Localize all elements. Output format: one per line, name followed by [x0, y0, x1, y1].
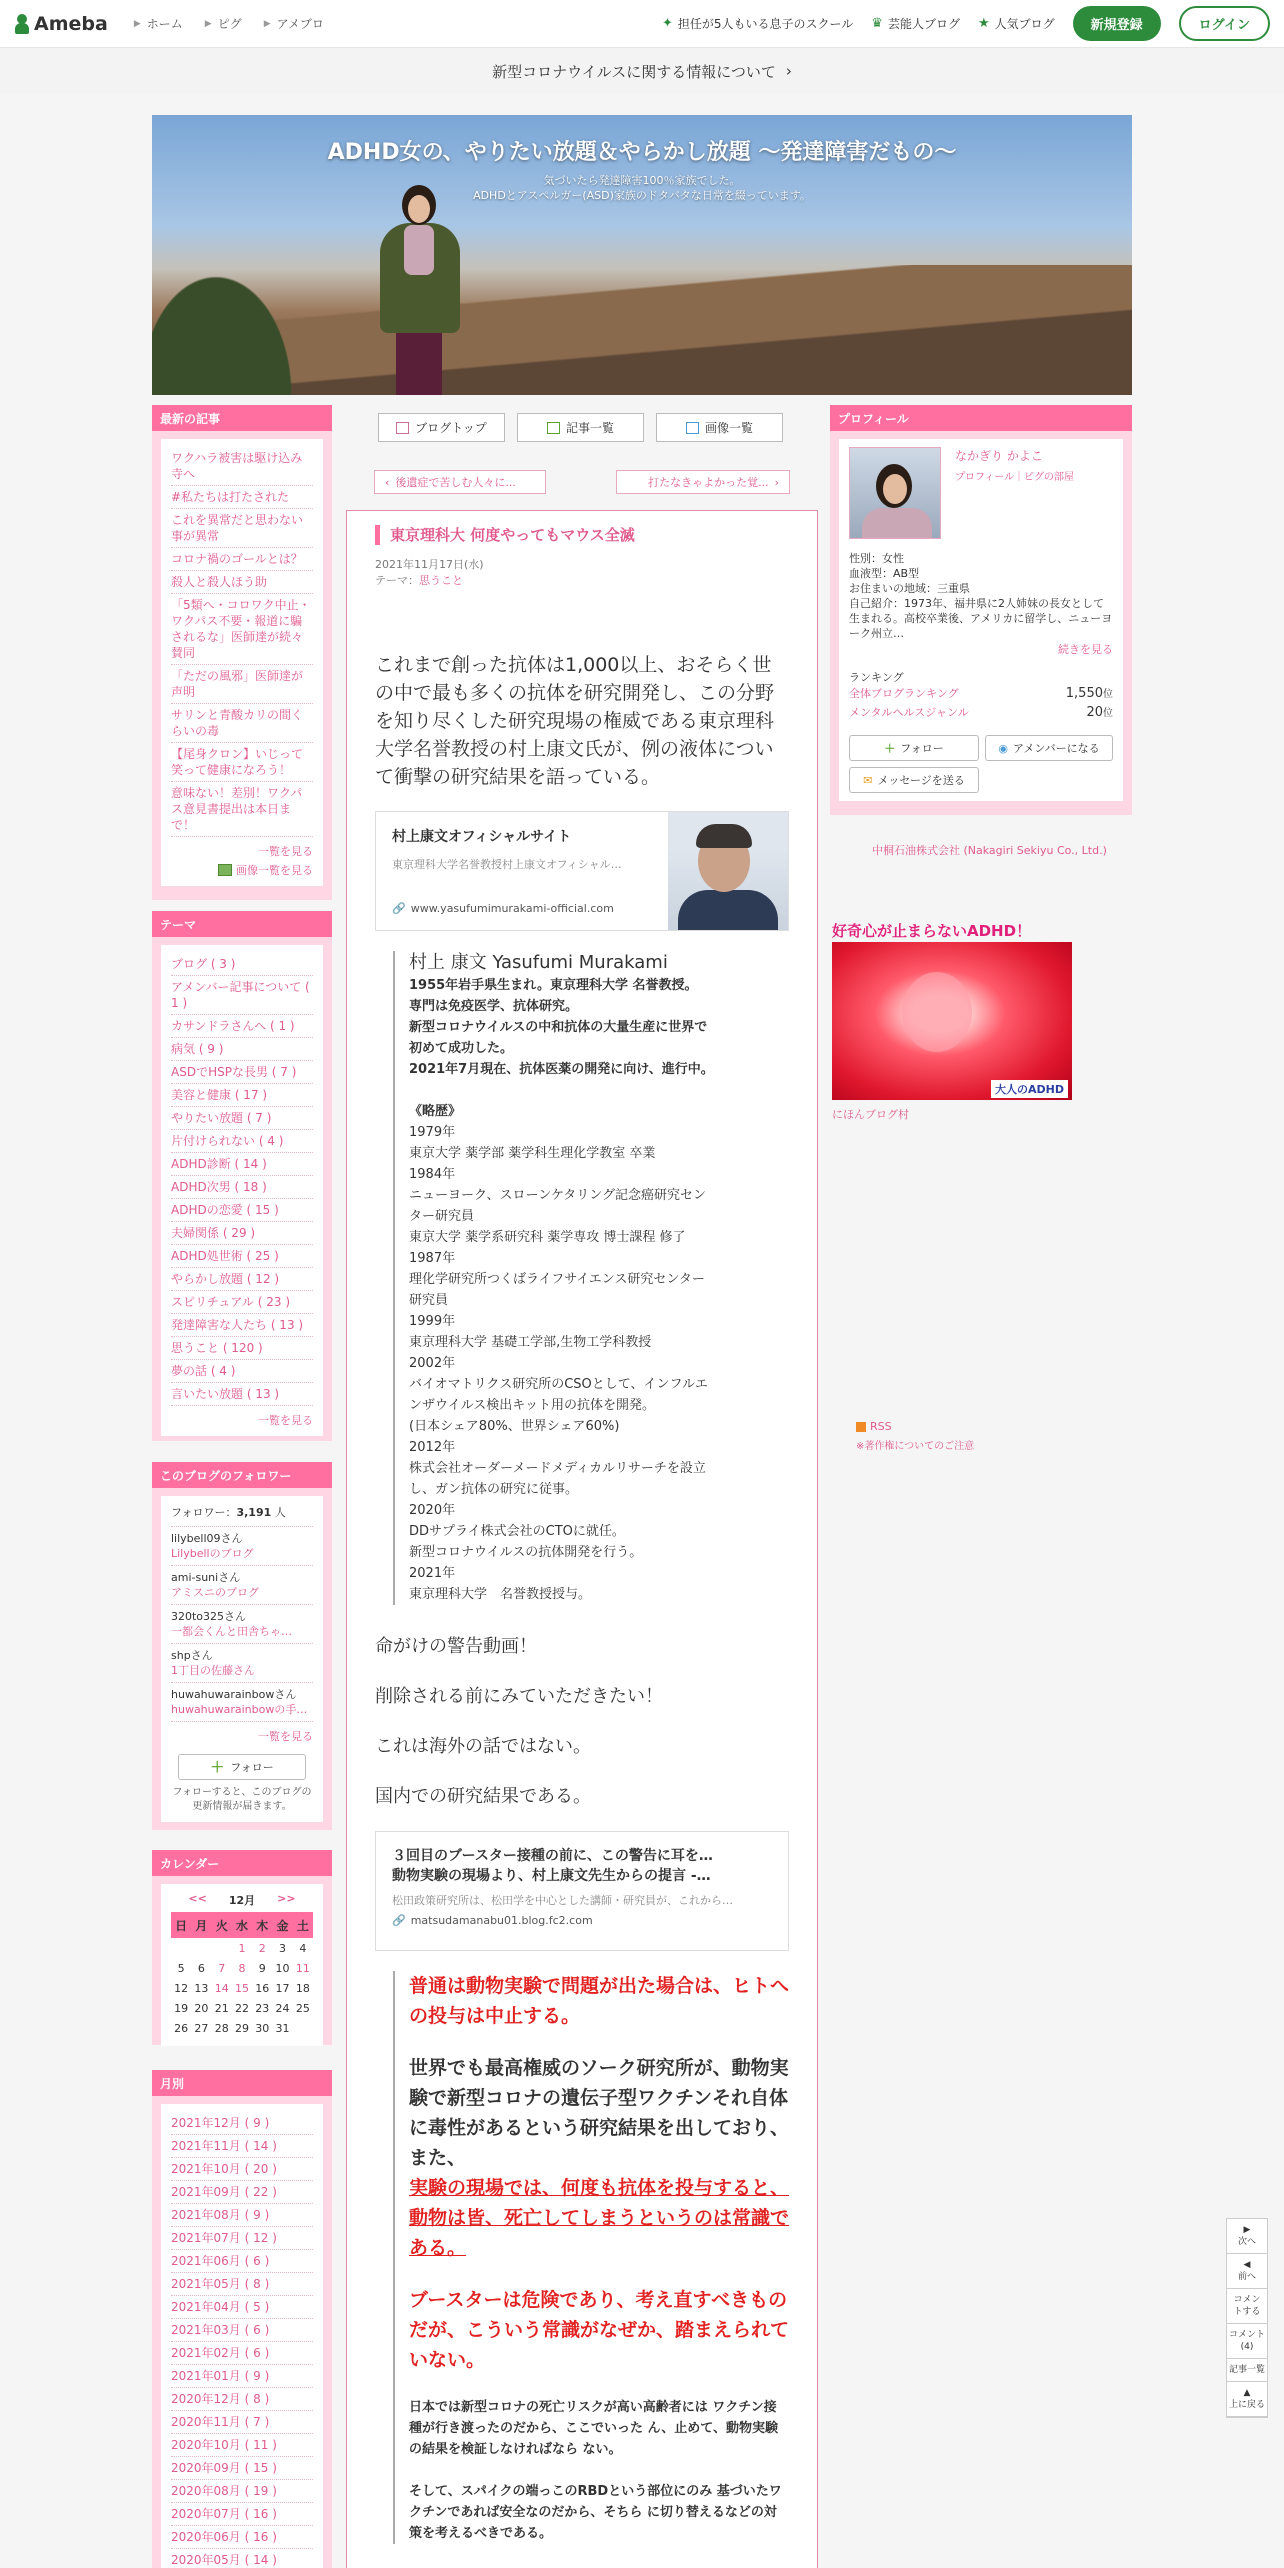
article-paragraph: 命がけの警告動画！: [375, 1636, 537, 1657]
crown-icon: ♛: [871, 16, 883, 31]
profile-name[interactable]: なかぎり かよこ: [955, 449, 1043, 463]
float-prev[interactable]: ◀ 前へ: [1227, 2254, 1267, 2289]
arrow-left-icon: ◀: [1243, 2260, 1251, 2270]
float-next[interactable]: ▶ 次へ: [1227, 2219, 1267, 2254]
chevron-left-icon: ‹: [385, 475, 390, 489]
quote-line: 専門は免疫医学、抗体研究。: [409, 999, 579, 1014]
calendar-weekday: 月: [195, 1918, 208, 1933]
monthly-archive-link[interactable]: 2021年08月 ( 9 ): [171, 2204, 313, 2227]
link-icon: 🔗: [392, 1914, 406, 1927]
login-button[interactable]: ログイン: [1179, 6, 1270, 41]
calendar-day: 29: [234, 2021, 249, 2035]
plus-icon: ＋: [884, 742, 896, 755]
follower-list: [171, 1527, 313, 1722]
copyright-link[interactable]: ※著作権についてのご注意: [856, 1441, 975, 1452]
follower-item[interactable]: shpさん 1丁目の佐藤さん: [171, 1644, 313, 1683]
calendar-day: 27: [194, 2021, 209, 2035]
ranking-list: [849, 685, 1113, 723]
monthly-archive-link[interactable]: 2021年07月 ( 12 ): [171, 2227, 313, 2250]
blog-title[interactable]: ADHD女の、やりたい放題＆やらかし放題 ～発達障害だもの～: [327, 140, 957, 165]
monthly-list: [171, 2112, 313, 2568]
camera-icon: [686, 422, 699, 434]
calendar-day: 23: [255, 2001, 270, 2015]
monthly-archive-link[interactable]: 2021年01月 ( 9 ): [171, 2365, 313, 2388]
box-title: テーマ: [152, 911, 332, 937]
quote-line: 2012年: [409, 1440, 456, 1455]
quote-line: 新型コロナウイルスの中和抗体の大量生産に世界で: [409, 1020, 708, 1035]
quote-line: 1979年: [409, 1125, 456, 1140]
calendar-day: 17: [275, 1981, 290, 1995]
calendar-day: 21: [214, 2001, 229, 2015]
article-meta: 2021年11月17日(水) テーマ：思うこと: [375, 557, 789, 589]
monthly-archive-link[interactable]: 2020年07月 ( 16 ): [171, 2503, 313, 2526]
calendar-day: 4: [299, 1941, 307, 1955]
blog-tabs: [378, 413, 783, 442]
latest-article-link[interactable]: 「ただの風邪」医師達が声明: [171, 665, 313, 704]
latest-articles-list: [171, 447, 313, 837]
profile-avatar[interactable]: [849, 447, 941, 539]
calendar-weekday: 水: [235, 1918, 248, 1933]
school-link[interactable]: ✦ 担任が5人もいる息子のスクール: [661, 16, 854, 31]
link-card-murakami[interactable]: 村上康文オフィシャルサイト 東京理科大学名誉教授村上康文オフィシャル… 🔗 www.yasufumimurakami-official.com: [375, 811, 789, 931]
monthly-archive-link[interactable]: 2021年11月 ( 14 ): [171, 2135, 313, 2158]
calendar-weekday: 火: [215, 1918, 228, 1933]
adhd-banner-image[interactable]: 大人のADHD: [832, 942, 1072, 1100]
theme-box: [152, 911, 332, 1441]
theme-link[interactable]: 夢の話 ( 4 ): [171, 1360, 313, 1383]
link-card-matsuda[interactable]: ３回目のブースター接種の前に、この警告に耳を… 動物実験の現場より、村上康文先生からの提言 -… 松田政策研究所は、松田学を中心とした講師・研究員が、これから… 🔗 matsudamanabu01.blog.fc2.com: [375, 1831, 789, 1951]
sponsor-link[interactable]: 中桐石油株式会社 (Nakagiri Sekiyu Co., Ltd.): [872, 844, 1107, 857]
popular-blog-link[interactable]: ★ 人気ブログ: [977, 16, 1055, 31]
chevron-right-icon: ▶: [204, 18, 212, 29]
calendar-day: [191, 1938, 211, 1958]
theme-link[interactable]: ADHDの恋愛 ( 15 ): [171, 1199, 313, 1222]
monthly-archive-link[interactable]: 2020年11月 ( 7 ): [171, 2411, 313, 2434]
follower-item[interactable]: ami-suniさん アミスニのブログ: [171, 1566, 313, 1605]
calendar-day[interactable]: 7: [218, 1961, 226, 1975]
murakami-photo: [668, 812, 788, 930]
floating-nav: [1226, 2218, 1268, 2418]
profile-quote: 村上 康文 Yasufumi Murakami 1955年岩手県生まれ。東京理科大学 名誉教授。 専門は免疫医学、抗体研究。 新型コロナウイルスの中和抗体の大量生産に世界で 初めて成功した。 2021年7月現在、抗体医薬の開発に向け、進行中。 《略歴》 1979年 東京大学 薬学部 薬学科生理化学教室 卒業 1984年 ニューヨーク、スローンケタリング記念癌研究セン ター研究員 東京大学 薬学系研究科 薬学専攻 博士課程 修了 1987年 理化学研究所つくばライフサイエンス研究センター 研究員 1999年 東京理科大学 基礎工学部,生物工学科教授 2002年 バイオマトリクス研究所のCSOとして、インフルエ ンザウイルス検出キット用の抗体を開発。 (日本シェア80%、世界シェア60%) 2012年 株式会社オーダーメードメディカルリサーチを設立 し、ガン抗体の研究に従事。 2020年 DDサプライ株式会社のCTOに就任。 新型コロナウイルスの抗体開発を行う。 2021年 東京理科大学 名誉教授授与。: [393, 951, 789, 1605]
celebrity-blog-link[interactable]: ♛ 芸能人ブログ: [871, 16, 960, 31]
arrow-up-icon: ▲: [1243, 2388, 1251, 2398]
amember-icon: ◉: [998, 741, 1009, 755]
calendar-day: 13: [194, 1981, 209, 1995]
quote-line: (日本シェア80%、世界シェア60%): [409, 1419, 620, 1434]
latest-article-link[interactable]: 【尾身クロン】いじって笑って健康になろう！: [171, 743, 313, 782]
quote-line: 2021年: [409, 1566, 456, 1581]
quote-line: 2020年: [409, 1503, 456, 1518]
monthly-archive-box: [152, 2070, 332, 2568]
global-nav: [134, 15, 324, 32]
article-theme-link[interactable]: 思うこと: [419, 574, 463, 587]
blog-description: 気づいたら発達障害100％家族でした。 ADHDとアスペルガー(ASD)家族のドタバタな日常を綴っています。: [473, 174, 811, 202]
theme-link[interactable]: スピリチュアル ( 23 ): [171, 1291, 313, 1314]
calendar-day: 26: [174, 2021, 189, 2035]
quote-line: ンザウイルス検出キット用の抗体を開発。: [409, 1398, 655, 1413]
theme-link[interactable]: 片付けられない ( 4 ): [171, 1130, 313, 1153]
box-title: カレンダー: [152, 1850, 332, 1876]
follower-item[interactable]: huwahuwarainbowさん huwahuwarainbowの手…: [171, 1683, 313, 1722]
calendar-table: [171, 1912, 313, 2038]
sparkle-icon: ✦: [661, 16, 673, 31]
article-paragraph: これは海外の話ではない。: [375, 1736, 591, 1757]
calendar-day: 25: [295, 2001, 310, 2015]
quote-line: 1984年: [409, 1167, 456, 1182]
theme-link[interactable]: ADHD処世術 ( 25 ): [171, 1245, 313, 1268]
signup-button[interactable]: 新規登録: [1073, 6, 1161, 41]
latest-more-link[interactable]: 一覧を見る: [258, 845, 313, 858]
calendar-day: 12: [174, 1981, 189, 1995]
monthly-archive-link[interactable]: 2020年10月 ( 11 ): [171, 2434, 313, 2457]
covid-notice-bar[interactable]: 新型コロナウイルスに関する情報について ›: [0, 48, 1284, 94]
calendar-nav: [171, 1892, 313, 1908]
quote-line: ター研究員: [409, 1209, 475, 1224]
monthly-archive-link[interactable]: 2020年12月 ( 8 ): [171, 2388, 313, 2411]
rss-icon: [856, 1422, 866, 1432]
quote-line: 1955年岩手県生まれ。東京理科大学 名誉教授。: [409, 978, 698, 993]
monthly-archive-link[interactable]: 2021年02月 ( 6 ): [171, 2342, 313, 2365]
article: [346, 510, 818, 2568]
calendar-day: 10: [275, 1961, 290, 1975]
theme-link[interactable]: ブログ ( 3 ): [171, 953, 313, 976]
tab-image-list[interactable]: 画像一覧: [656, 413, 783, 442]
quote-line: 東京大学 薬学系研究科 薬学専攻 博士課程 修了: [409, 1230, 686, 1245]
images-more-link[interactable]: 画像一覧を見る: [171, 859, 313, 878]
ameba-logo[interactable]: Ameba: [14, 13, 108, 35]
calendar-day: 6: [197, 1961, 205, 1975]
plus-icon: ＋: [210, 1760, 225, 1776]
followers-more-link[interactable]: 一覧を見る: [258, 1730, 313, 1743]
calendar-month: 12月: [228, 1894, 256, 1907]
calendar-prev[interactable]: <<: [188, 1892, 207, 1905]
monthly-archive-link[interactable]: 2020年08月 ( 19 ): [171, 2480, 313, 2503]
quote-line: 2002年: [409, 1356, 456, 1371]
box-title: プロフィール: [830, 405, 1132, 431]
article-title[interactable]: 東京理科大 何度やってもマウス全滅: [375, 525, 789, 545]
latest-articles-box: [152, 405, 332, 900]
monthly-archive-link[interactable]: 2021年10月 ( 20 ): [171, 2158, 313, 2181]
tree-decor: [152, 245, 312, 395]
quote-line: DDサプライ株式会社のCTOに就任。: [409, 1524, 625, 1539]
article-paragraph: 削除される前にみていただきたい！: [375, 1686, 663, 1707]
blog-header-image[interactable]: [152, 115, 1132, 395]
tab-article-list[interactable]: 記事一覧: [517, 413, 644, 442]
quote-line: 株式会社オーダーメードメディカルリサーチを設立: [409, 1461, 706, 1476]
ranking-item[interactable]: メンタルヘルスジャンル 20位: [849, 705, 1113, 720]
monthly-archive-link[interactable]: 2020年06月 ( 16 ): [171, 2526, 313, 2549]
latest-article-link[interactable]: 「5類へ・コロワク中止・ワクパス不要・報道に騙されるな」医師達が続々賛同: [171, 594, 313, 665]
mail-icon: ✉: [863, 773, 873, 787]
float-comment[interactable]: コメントする: [1227, 2289, 1267, 2324]
theme-link[interactable]: カサンドラさんへ ( 1 ): [171, 1015, 313, 1038]
calendar-day: [171, 1938, 191, 1958]
arrow-right-icon: ▶: [1243, 2225, 1251, 2235]
monthly-archive-link[interactable]: 2020年05月 ( 14 ): [171, 2549, 313, 2568]
latest-article-link[interactable]: コロナ禍のゴールとは？: [171, 548, 313, 571]
calendar-day: 19: [174, 2001, 189, 2015]
monthly-archive-link[interactable]: 2020年09月 ( 15 ): [171, 2457, 313, 2480]
calendar-day[interactable]: 2: [258, 1941, 266, 1955]
star-icon: ★: [977, 16, 990, 31]
quote-line: バイオマトリクス研究所のCSOとして、インフルエ: [409, 1377, 709, 1392]
calendar-day: 16: [255, 1981, 270, 1995]
follow-button[interactable]: ＋ フォロー: [178, 1754, 306, 1780]
calendar-day[interactable]: 14: [214, 1981, 229, 1995]
global-header: [0, 0, 1284, 48]
follower-item[interactable]: 320to325さん 一都会くんと田舎ちゃ…: [171, 1605, 313, 1644]
next-article-link[interactable]: 打たなきゃよかった覚... ›: [616, 470, 790, 494]
image-icon: [218, 864, 232, 876]
calendar-day: [212, 1938, 232, 1958]
theme-link[interactable]: アメンバー記事について ( 1 ): [171, 976, 313, 1015]
calendar-weekday: 土: [296, 1918, 309, 1933]
follow-note: フォローすると、このブログの 更新情報が届きます。: [172, 1787, 312, 1812]
header-person-photo: [374, 185, 464, 395]
profile-more-link[interactable]: 続きを見る: [1058, 643, 1113, 656]
nav-home[interactable]: ▶ ホーム: [133, 17, 183, 31]
article-lead: これまで創った抗体は1,000以上、おそらく世の中で最も多くの抗体を研究開発し、この分野を知り尽くした研究現場の権威である東京理科大学名誉教授の村上康文氏が、例の液体について衝撃の研究結果を語っている。: [375, 654, 775, 788]
list-icon: [547, 422, 560, 434]
calendar-day: 31: [275, 2021, 290, 2035]
home-icon: [396, 422, 409, 434]
quote-line: 2021年7月現在、抗体医薬の開発に向け、進行中。: [409, 1062, 714, 1077]
quote-line: 東京大学 薬学部 薬学科生理化学教室 卒業: [409, 1146, 656, 1161]
latest-article-link[interactable]: 殺人と殺人ほう助: [171, 571, 313, 594]
quote-line: 初めて成功した。: [409, 1041, 514, 1056]
theme-list: [171, 953, 313, 1406]
ameba-logo-icon: [14, 14, 30, 34]
theme-link[interactable]: やらかし放題 ( 12 ): [171, 1268, 313, 1291]
calendar-day[interactable]: 1: [238, 1941, 246, 1955]
calendar-day[interactable]: 11: [295, 1961, 310, 1975]
calendar-day[interactable]: 8: [238, 1961, 246, 1975]
theme-link[interactable]: 美容と健康 ( 17 ): [171, 1084, 313, 1107]
theme-link[interactable]: 発達障害な人たち ( 13 ): [171, 1314, 313, 1337]
monthly-archive-link[interactable]: 2021年09月 ( 22 ): [171, 2181, 313, 2204]
calendar-weekday: 日: [175, 1918, 188, 1933]
tab-blog-top[interactable]: ブログトップ: [378, 413, 505, 442]
calendar-day: 20: [194, 2001, 209, 2015]
quote-line: 東京理科大学 基礎工学部,生物工学科教授: [409, 1335, 652, 1350]
calendar-day: 28: [214, 2021, 229, 2035]
chevron-right-icon: ›: [785, 62, 792, 80]
prev-article-link[interactable]: ‹ 後遺症で苦しむ人々に...: [374, 470, 546, 494]
quote-line: 東京理科大学 名誉教授授与。: [409, 1587, 592, 1602]
calendar-weekday: 木: [256, 1918, 269, 1933]
follower-item[interactable]: lilybell09さん Lilybellのブログ: [171, 1527, 313, 1566]
monthly-archive-link[interactable]: 2021年05月 ( 8 ): [171, 2273, 313, 2296]
monthly-archive-link[interactable]: 2021年04月 ( 5 ): [171, 2296, 313, 2319]
calendar-day: [293, 2018, 313, 2038]
calendar-day: 5: [177, 1961, 185, 1975]
quote-line: 1987年: [409, 1251, 456, 1266]
theme-link[interactable]: ADHD次男 ( 18 ): [171, 1176, 313, 1199]
theme-link[interactable]: やりたい放題 ( 7 ): [171, 1107, 313, 1130]
nav-ameblo[interactable]: ▶ アメブロ: [263, 17, 324, 31]
quote-line: 理化学研究所つくばライフサイエンス研究センター: [409, 1272, 705, 1287]
box-title: 月別: [152, 2070, 332, 2096]
calendar-day: 24: [275, 2001, 290, 2015]
calendar-weekday: 金: [276, 1918, 289, 1933]
latest-article-link[interactable]: ワクハラ被害は駆け込み寺へ: [171, 447, 313, 486]
quote-line: 研究員: [409, 1293, 449, 1308]
chevron-right-icon: ▶: [263, 18, 271, 29]
calendar-box: [152, 1850, 332, 2045]
chevron-right-icon: ▶: [133, 18, 141, 29]
adhd-banner-title[interactable]: 好奇心が止まらないADHD！: [832, 922, 1032, 940]
quote-line: ニューヨーク、スローンケタリング記念癌研究セン: [409, 1188, 707, 1203]
followers-box: [152, 1462, 332, 1830]
float-article-list[interactable]: 記事一覧: [1227, 2359, 1267, 2382]
latest-article-link[interactable]: これを異常だと思わない事が異常: [171, 509, 313, 548]
calendar-day: 30: [255, 2021, 270, 2035]
calendar-day: 18: [295, 1981, 310, 1995]
box-title: このブログのフォロワー: [152, 1462, 332, 1488]
article-date: 2021年11月17日(水): [375, 558, 484, 571]
calendar-day: 9: [258, 1961, 266, 1975]
quote-line: し、ガン抗体の研究に従事。: [409, 1482, 579, 1497]
follower-count: フォロワー：3,191 人: [171, 1504, 313, 1527]
link-icon: 🔗: [392, 902, 406, 915]
theme-more-link[interactable]: 一覧を見る: [258, 1414, 313, 1427]
profile-sub-links[interactable]: プロフィール｜ピグの部屋: [955, 472, 1074, 483]
message-button[interactable]: ✉ メッセージを送る: [849, 767, 979, 793]
ranking-item[interactable]: 全体ブログランキング 1,550位: [849, 686, 1113, 701]
calendar-day: 3: [279, 1941, 287, 1955]
monthly-archive-link[interactable]: 2021年03月 ( 6 ): [171, 2319, 313, 2342]
nihon-blog-mura-link[interactable]: にほんブログ村: [832, 1108, 909, 1121]
chevron-right-icon: ›: [774, 475, 779, 489]
monthly-archive-link[interactable]: 2021年12月 ( 9 ): [171, 2112, 313, 2135]
profile-follow-button[interactable]: ＋ フォロー: [849, 735, 979, 761]
theme-link[interactable]: ASDでHSPな長男 ( 7 ): [171, 1061, 313, 1084]
header-right: [662, 6, 1270, 41]
theme-link[interactable]: 思うこと ( 120 ): [171, 1337, 313, 1360]
amember-button[interactable]: ◉ アメンバーになる: [985, 735, 1113, 761]
calendar-day: 22: [234, 2001, 249, 2015]
latest-article-link[interactable]: 意味ない！差別！ワクパス意見書提出は本日まで！: [171, 782, 313, 837]
float-top[interactable]: ▲ 上に戻る: [1227, 2382, 1267, 2417]
warning-quote: 普通は動物実験で問題が出た場合は、ヒトへの投与は中止する。 世界でも最高権威のソーク研究所が、動物実験で新型コロナの遺伝子型ワクチンそれ自体に毒性があるという研究結果を出しており、また、 実験の現場では、何度も抗体を投与すると、動物は皆、死亡してしまうというのは常識である。 ブースターは危険であり、考え直すべきものだが、こういう常識がなぜか、踏まえられていない。 日本では新型コロナの死亡リスクが高い高齢者には ワクチン接種が行き渡ったのだから、ここでいった ん、止めて、動物実験の結果を検証しなければなら ない。 そして、スパイクの端っこのRBDという部位にのみ 基づいたワクチンであれば安全なのだから、そちら に切り替えるなどの対策を考えるべきである。: [393, 1971, 789, 2544]
profile-box: プロフィール なかぎり かよこ プロフィール｜ピグの部屋 性別：女性 血液型：AB型 お住まいの地域：三重県 自己紹介：1973年、福井県に2人姉妹の長女として生まれる。高校卒業後、アメリカに留学し、ニューヨーク州立… 続きを見る ランキング 全体ブログランキング 1,550位 メンタルヘルスジャンル 20位 ＋ フォロー ◉ アメンバーになる ✉ メッセージを送る: [830, 405, 1132, 815]
float-comments-count[interactable]: コメント (4): [1227, 2324, 1267, 2359]
box-title: 最新の記事: [152, 405, 332, 431]
theme-link[interactable]: ADHD診断 ( 14 ): [171, 1153, 313, 1176]
rss-link[interactable]: RSS: [856, 1420, 892, 1433]
quote-line: 1999年: [409, 1314, 456, 1329]
theme-link[interactable]: 病気 ( 9 ): [171, 1038, 313, 1061]
quote-line: 新型コロナウイルスの抗体開発を行う。: [409, 1545, 643, 1560]
latest-article-link[interactable]: #私たちは打たされた: [171, 486, 313, 509]
theme-link[interactable]: 夫婦関係 ( 29 ): [171, 1222, 313, 1245]
latest-article-link[interactable]: サリンと青酸カリの間くらいの毒: [171, 704, 313, 743]
article-paragraph: 国内での研究結果である。: [375, 1786, 591, 1807]
calendar-day[interactable]: 15: [234, 1981, 249, 1995]
nav-pigg[interactable]: ▶ ピグ: [204, 17, 242, 31]
calendar-next[interactable]: >>: [277, 1892, 296, 1905]
monthly-archive-link[interactable]: 2021年06月 ( 6 ): [171, 2250, 313, 2273]
theme-link[interactable]: 言いたい放題 ( 13 ): [171, 1383, 313, 1406]
